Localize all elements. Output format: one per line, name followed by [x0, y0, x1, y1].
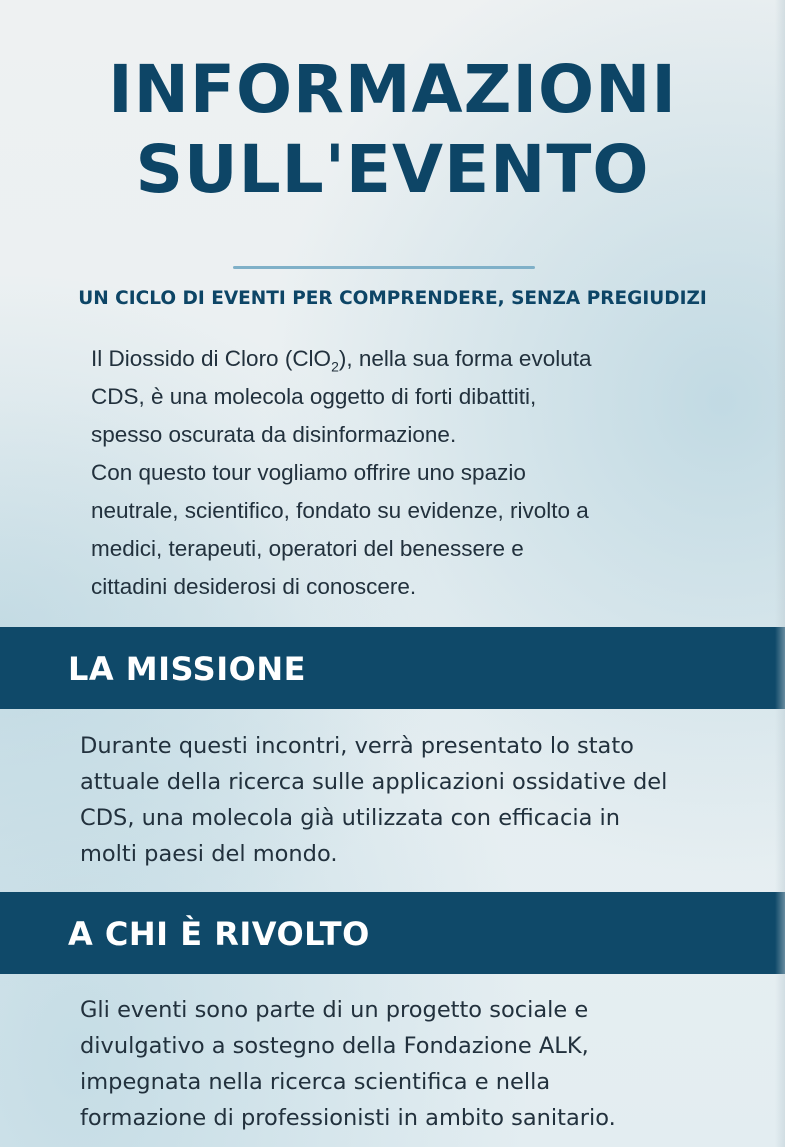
- page-title-line1: INFORMAZIONI: [108, 51, 677, 128]
- page-title-line2: SULL'EVENTO: [135, 131, 650, 208]
- intro-line-1: [91, 340, 731, 378]
- audience-line: formazione di professionisti in ambito sanitario.: [80, 1105, 616, 1131]
- intro-paragraph: [91, 340, 731, 606]
- intro-line-1-after: ), nella sua forma evoluta: [338, 346, 592, 371]
- page-edge-shade: [775, 0, 785, 1147]
- intro-line-2: CDS, è una molecola oggetto di forti dibattiti,: [91, 384, 537, 409]
- audience-paragraph: [80, 992, 770, 1136]
- audience-section-band: [0, 892, 785, 974]
- intro-line-1-before: Il Diossido di Cloro (ClO: [91, 346, 332, 371]
- audience-heading: A CHI È RIVOLTO: [68, 915, 370, 953]
- mission-line: CDS, una molecola già utilizzata con efficacia in: [80, 805, 621, 831]
- audience-line: impegnata nella ricerca scientifica e nella: [80, 1069, 551, 1095]
- page-subtitle: UN CICLO DI EVENTI PER COMPRENDERE, SENZA PREGIUDIZI: [78, 288, 707, 309]
- mission-section-band: [0, 627, 785, 709]
- mission-paragraph: [80, 728, 770, 872]
- intro-line-3: spesso oscurata da disinformazione.: [91, 422, 457, 447]
- title-divider: [233, 266, 535, 269]
- audience-line: divulgativo a sostegno della Fondazione ALK,: [80, 1033, 589, 1059]
- intro-line-7: cittadini desiderosi di conoscere.: [91, 574, 417, 599]
- mission-line: molti paesi del mondo.: [80, 841, 338, 867]
- intro-line-6: medici, terapeuti, operatori del benessere e: [91, 536, 524, 561]
- page-title: [0, 50, 785, 210]
- mission-line: Durante questi incontri, verrà presentato lo stato: [80, 733, 634, 759]
- audience-line: Gli eventi sono parte di un progetto sociale e: [80, 997, 589, 1023]
- intro-line-5: neutrale, scientifico, fondato su evidenze, rivolto a: [91, 498, 589, 523]
- intro-line-4: Con questo tour vogliamo offrire uno spazio: [91, 460, 526, 485]
- mission-heading: LA MISSIONE: [68, 650, 306, 688]
- mission-line: attuale della ricerca sulle applicazioni ossidative del: [80, 769, 668, 795]
- subscript-2: 2: [331, 358, 339, 375]
